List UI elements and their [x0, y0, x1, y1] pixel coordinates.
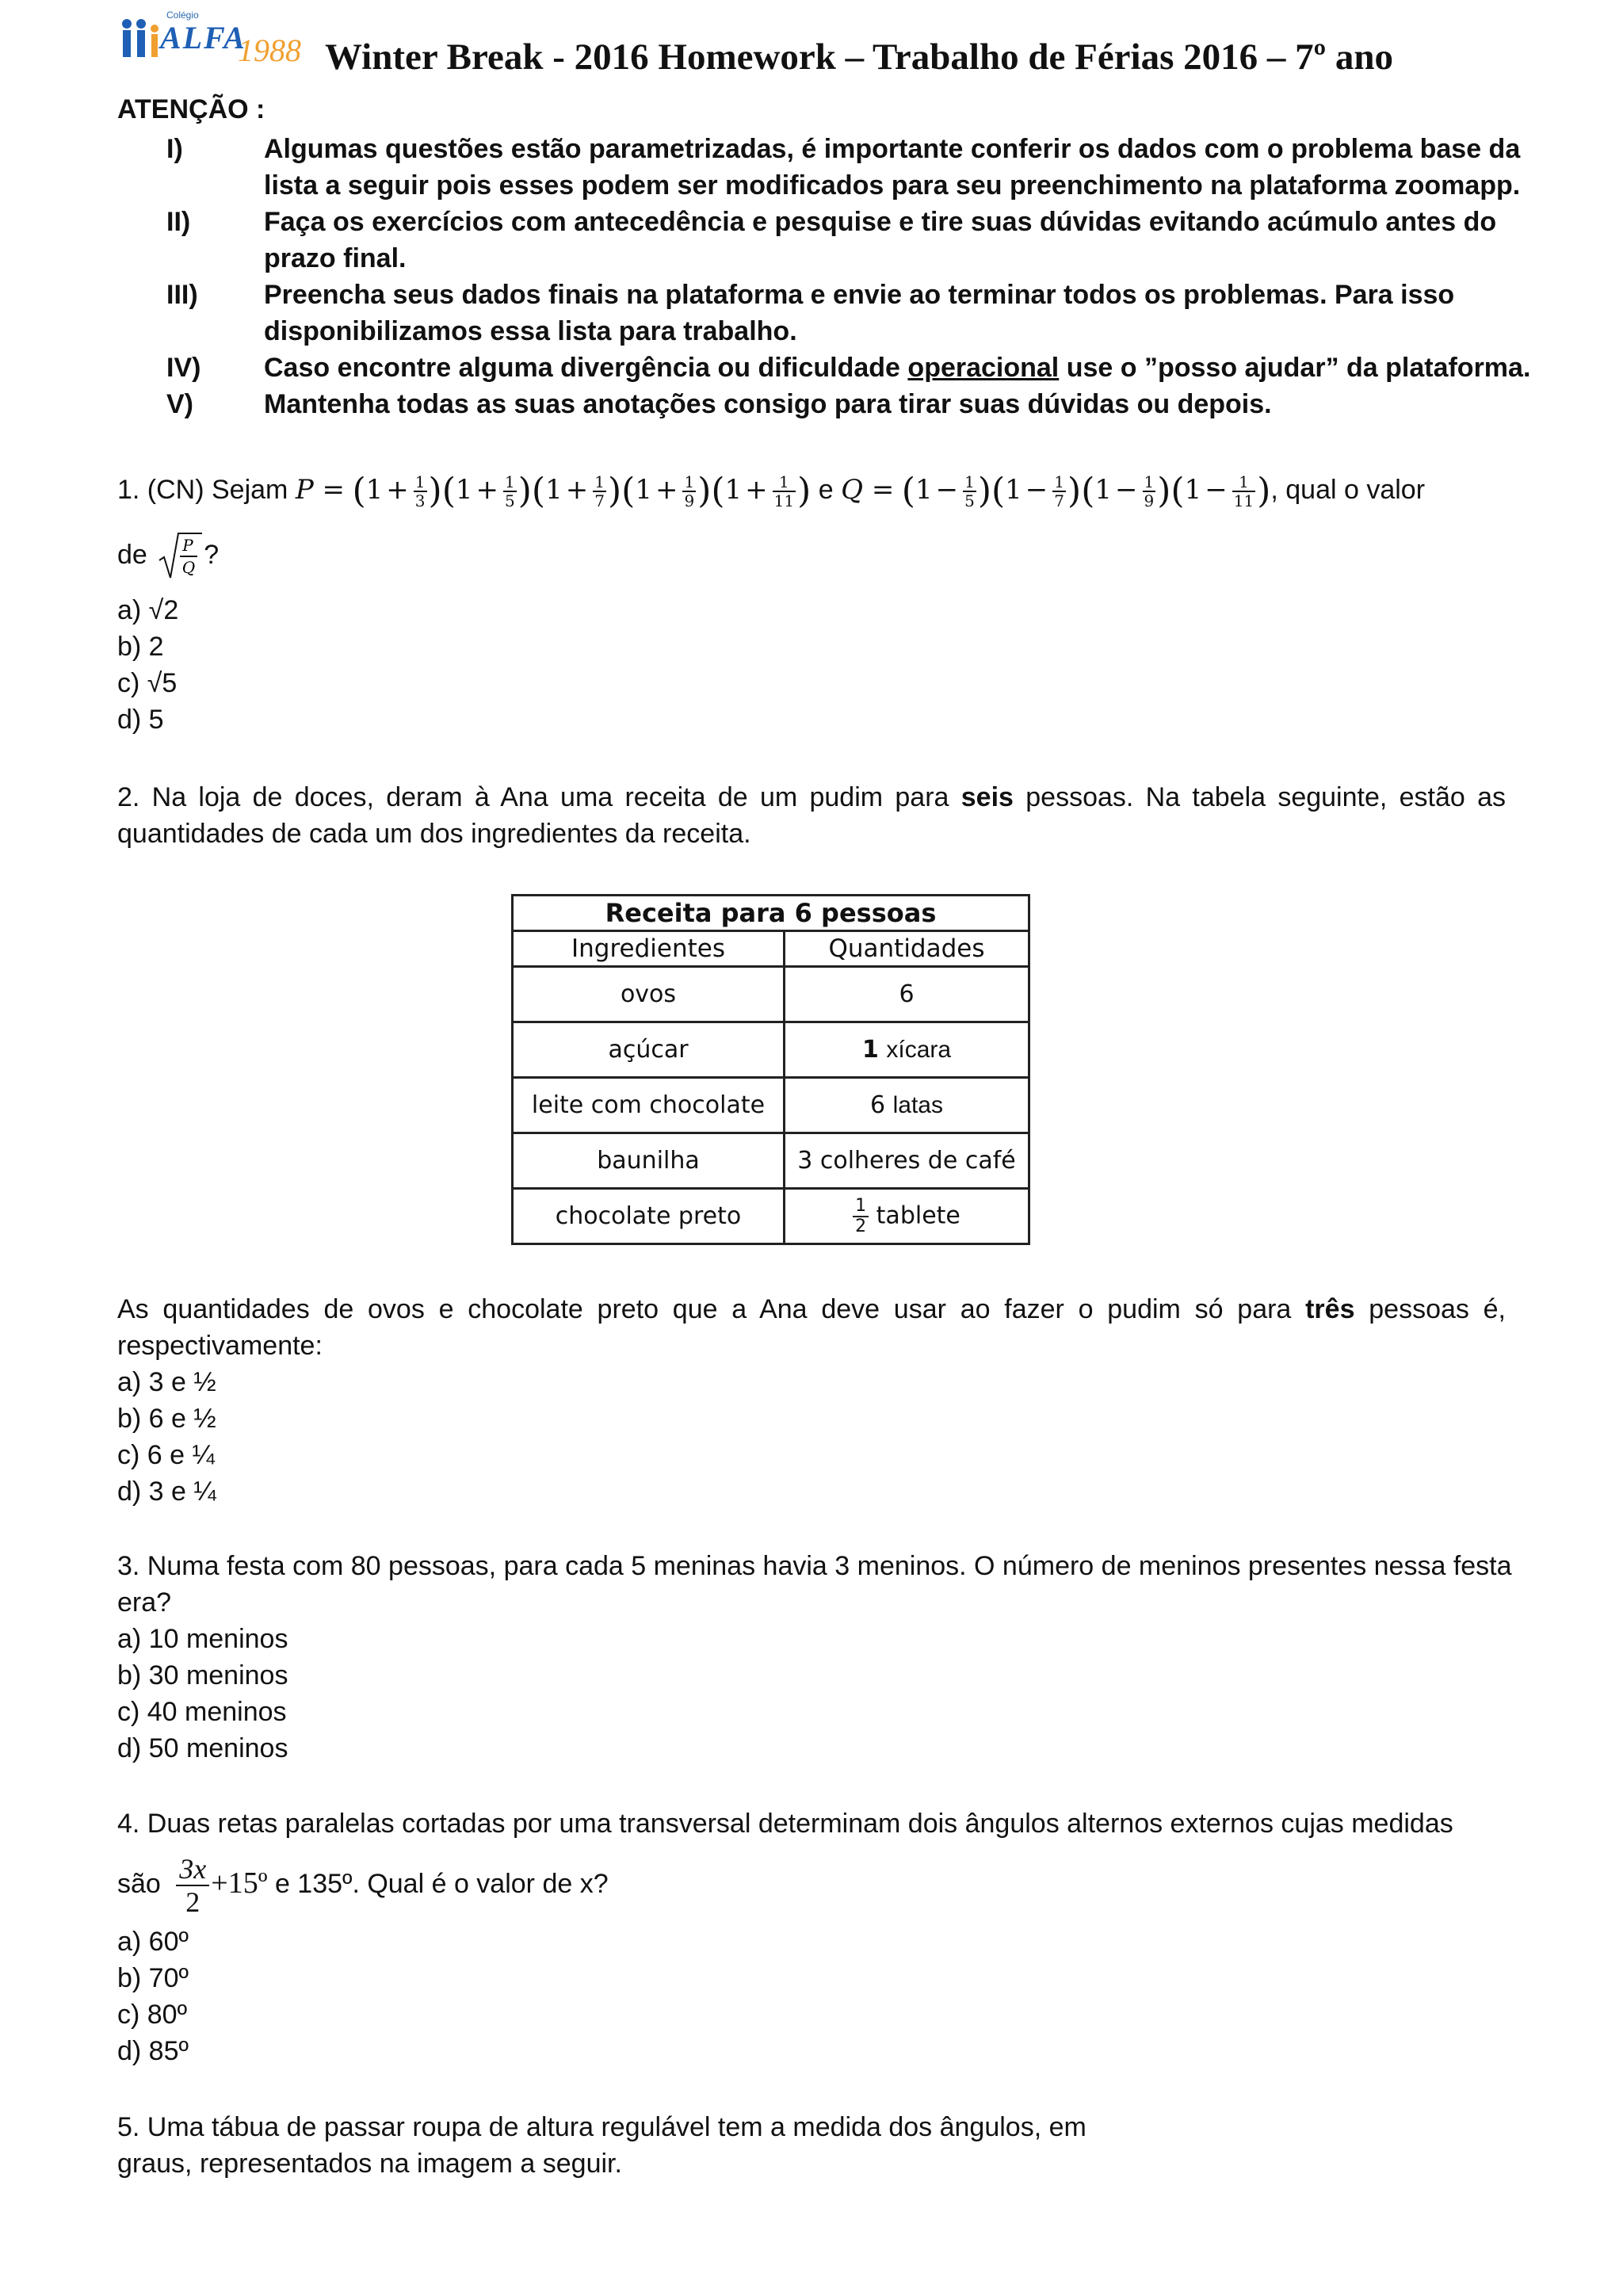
ingredient-cell: ovos — [513, 967, 785, 1022]
attention-item-text: Caso encontre alguma divergência ou dificuldade operacional use o ”posso ajudar” da plataforma. — [264, 353, 1531, 383]
question-5-line1: 5. Uma tábua de passar roupa de altura regulável tem a medida dos ângulos, em — [117, 2112, 1086, 2142]
table-caption: Receita para 6 pessoas — [513, 896, 1029, 931]
q4-option-d: d) 85º — [117, 2036, 189, 2066]
ingredient-cell: leite com chocolate — [513, 1078, 785, 1133]
q1-option-c: c) √5 — [117, 668, 178, 698]
p-product-expression — [352, 471, 812, 511]
svg-text:Q: Q — [182, 558, 196, 578]
q1-option-d: d) 5 — [117, 705, 164, 735]
page-title: Winter Break - 2016 Homework – Trabalho de Férias 2016 – 7º ano — [325, 36, 1394, 78]
p-factor: (1 + $\frac{1}{7}$ ) — [531, 471, 622, 511]
table-header-ingredients: Ingredientes — [513, 931, 785, 967]
q2-option-d: d) 3 e ¼ — [117, 1477, 216, 1507]
q3-option-b: b) 30 meninos — [117, 1660, 288, 1690]
recipe-table — [511, 894, 1030, 1245]
svg-text:P: P — [182, 536, 194, 556]
quantity-cell: 6 — [785, 967, 1029, 1022]
table-row — [513, 1189, 1029, 1244]
attention-heading: ATENÇÃO : — [117, 94, 265, 124]
quantity-cell: 1 xícara — [785, 1022, 1029, 1078]
emphasis-three: três — [1305, 1294, 1355, 1324]
attention-item-number: III) — [166, 280, 198, 310]
school-logo — [119, 8, 315, 70]
attention-item-number: IV) — [166, 353, 201, 383]
q3-option-a: a) 10 meninos — [117, 1624, 288, 1654]
attention-item-text: lista a seguir pois esses podem ser modificados para seu preenchimento na plataforma zoomapp. — [264, 170, 1521, 201]
question-2-line2: quantidades de cada um dos ingredientes da receita. — [117, 819, 751, 849]
logo-name: ALFA — [160, 20, 246, 55]
q4-option-a: a) 60º — [117, 1927, 189, 1957]
q-factor: (1 − $\frac{1}{7}$ ) — [991, 471, 1082, 511]
p-factor: (1 + $\frac{1}{9}$ ) — [621, 471, 712, 511]
p-factor: (1 + $\frac{1}{5}$ ) — [441, 471, 532, 511]
p-factor: (1 + $\frac{1}{3}$ ) — [352, 471, 442, 511]
attention-item-number: I) — [166, 134, 183, 164]
q4-option-b: b) 70º — [117, 1963, 189, 1993]
attention-item-text: Preencha seus dados finais na plataforma e envie ao terminar todos os problemas. Para isso — [264, 280, 1455, 310]
question-3-line1: 3. Numa festa com 80 pessoas, para cada 5 meninas havia 3 meninos. O número de meninos presentes nessa festa — [117, 1551, 1512, 1581]
attention-item-text: Algumas questões estão parametrizadas, é importante conferir os dados com o problema base da — [264, 134, 1521, 164]
question-1-statement: 1. (CN) Sejam P = (1 + $\frac{1}{3}$ )(1 + $\frac{1}{5}$ )(1 + $\frac{1}{7}$ )(1 + $\frac{1}{9}$ )(1 + $\frac{1}{11}$ ) e Q = (1 − $\frac{1}{5}$ )(1 − $\frac{1}{7}$ )(1 − $\frac{1}{9}$ )(1 − $\frac{1}{11}$ ), qual o valor — [117, 471, 1426, 511]
quantity-cell: 6 latas — [785, 1078, 1029, 1133]
angle-fraction: $\frac{3x}{2}$ — [176, 1853, 209, 1918]
logo-year: 1988 — [238, 32, 301, 68]
underlined-word: operacional — [907, 353, 1060, 383]
q2-option-c: c) 6 e ¼ — [117, 1440, 215, 1470]
p-factor: (1 + $\frac{1}{11}$ ) — [711, 471, 812, 511]
attention-item-text: Faça os exercícios com antecedência e pesquise e tire suas dúvidas evitando acúmulo antes do — [264, 207, 1497, 237]
table-row — [513, 1078, 1029, 1133]
question-1-line2: de P Q ? — [117, 527, 219, 583]
question-4-line1: 4. Duas retas paralelas cortadas por uma transversal determinam dois ângulos alternos externos cujas medidas — [117, 1809, 1453, 1839]
table-row — [513, 1022, 1029, 1078]
question-2-line1: 2. Na loja de doces, deram à Ana uma receita de um pudim para seis pessoas. Na tabela seguinte, estão as — [117, 782, 1507, 812]
square-root-symbol — [158, 532, 204, 581]
q1-option-a: a) √2 — [117, 595, 179, 625]
q3-option-c: c) 40 meninos — [117, 1697, 287, 1727]
q2-option-b: b) 6 e ½ — [117, 1404, 216, 1434]
attention-item-text: disponibilizamos essa lista para trabalho. — [264, 316, 797, 346]
table-row — [513, 1133, 1029, 1189]
q4-option-c: c) 80º — [117, 2000, 188, 2030]
attention-item-number: II) — [166, 207, 191, 237]
ingredient-cell: chocolate preto — [513, 1189, 785, 1244]
q1-option-b: b) 2 — [117, 632, 164, 662]
logo-caption: Colégio — [166, 10, 199, 21]
quantity-cell: $\frac{1}{2}$ tablete — [785, 1189, 1029, 1244]
attention-item-text: prazo final. — [264, 243, 407, 273]
half-fraction: $\frac{1}{2}$ — [853, 1197, 869, 1236]
q2-option-a: a) 3 e ½ — [117, 1367, 216, 1397]
ingredient-cell: açúcar — [513, 1022, 785, 1078]
q-factor: (1 − $\frac{1}{11}$ ) — [1170, 471, 1271, 511]
question-3-line2: era? — [117, 1587, 172, 1618]
attention-item-text: Mantenha todas as suas anotações consigo para tirar suas dúvidas ou depois. — [264, 389, 1272, 419]
table-row — [513, 967, 1029, 1022]
attention-item-number: V) — [166, 389, 193, 419]
question-2-prompt-line2: respectivamente: — [117, 1331, 323, 1361]
q-product-expression — [901, 471, 1271, 511]
question-4-line2: são $\frac{3x}{2}$ +15º e 135º. Qual é o valor de x? — [117, 1853, 609, 1919]
q-factor: (1 − $\frac{1}{5}$ ) — [901, 471, 991, 511]
ingredient-cell: baunilha — [513, 1133, 785, 1189]
people-figures-icon — [119, 16, 160, 60]
table-header-quantities: Quantidades — [785, 931, 1029, 967]
q3-option-d: d) 50 meninos — [117, 1733, 288, 1763]
question-5-line2: graus, representados na imagem a seguir. — [117, 2149, 622, 2179]
question-2-prompt-line1: As quantidades de ovos e chocolate preto que a Ana deve usar ao fazer o pudim só para três pessoas é, — [117, 1294, 1506, 1324]
emphasis-six: seis — [960, 782, 1014, 812]
quantity-cell: 3 colheres de café — [785, 1133, 1029, 1189]
q-factor: (1 − $\frac{1}{9}$ ) — [1081, 471, 1171, 511]
